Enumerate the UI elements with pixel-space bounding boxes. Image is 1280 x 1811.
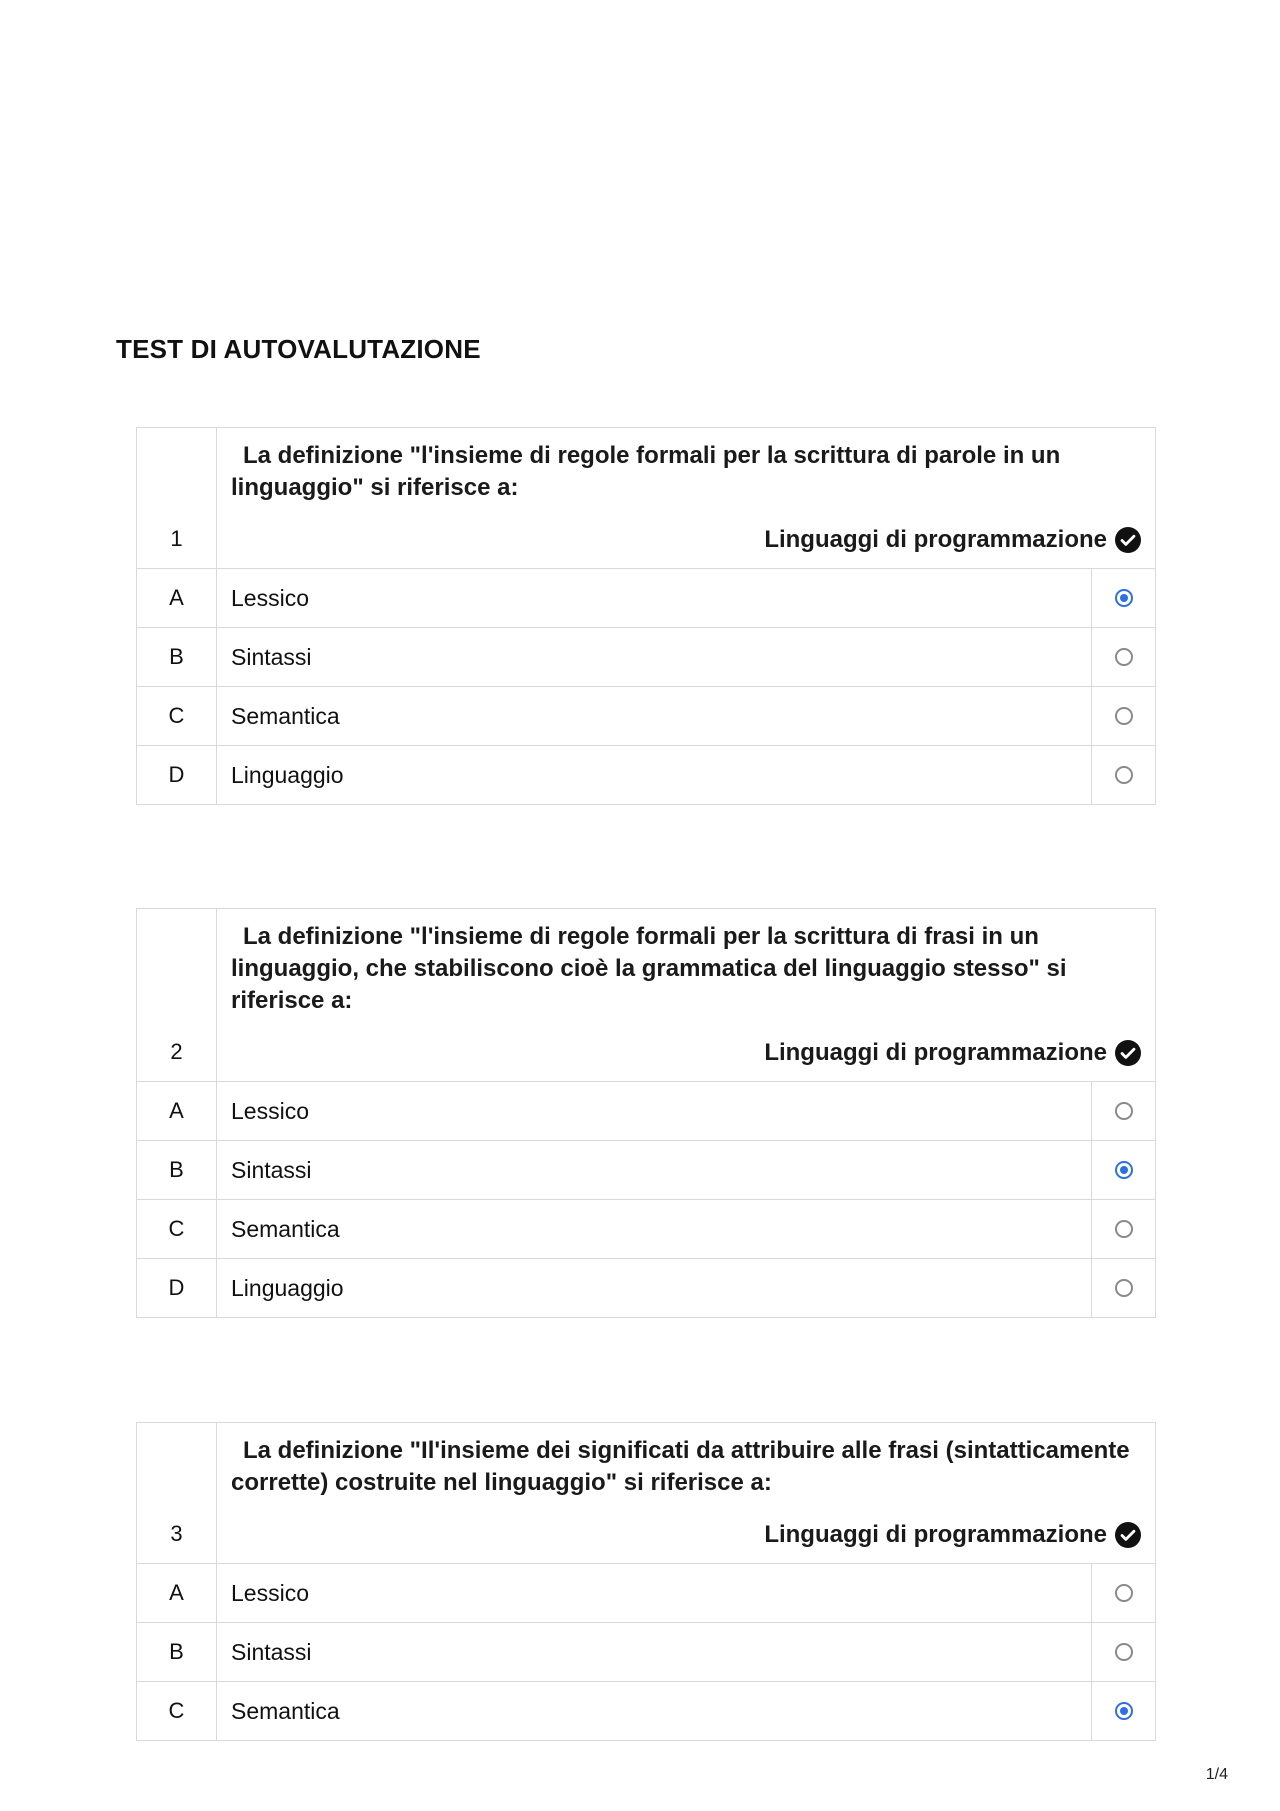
check-circle-icon <box>1115 1522 1141 1548</box>
question-number: 3 <box>137 1423 217 1564</box>
option-radio[interactable] <box>1115 766 1133 784</box>
option-row[interactable] <box>137 628 1156 687</box>
check-circle-icon <box>1115 527 1141 553</box>
check-circle-icon <box>1115 1040 1141 1066</box>
option-radio[interactable] <box>1115 1702 1133 1720</box>
option-letter: D <box>137 746 217 805</box>
option-row[interactable] <box>137 1623 1156 1682</box>
question-number: 2 <box>137 909 217 1082</box>
option-label: Linguaggio <box>217 1259 1092 1318</box>
question-course <box>231 1521 1141 1549</box>
option-label: Semantica <box>217 687 1092 746</box>
option-radio[interactable] <box>1115 1161 1133 1179</box>
option-letter: C <box>137 687 217 746</box>
question-card-3 <box>136 1422 1156 1741</box>
course-label: Linguaggi di programmazione <box>764 1521 1107 1548</box>
option-radio[interactable] <box>1115 1643 1133 1661</box>
question-body <box>217 1423 1156 1564</box>
option-label: Sintassi <box>217 628 1092 687</box>
option-label: Lessico <box>217 1082 1092 1141</box>
question-text: La definizione "l'insieme di regole formali per la scrittura di parole in un linguaggio" si riferisce a: <box>231 442 1061 501</box>
question-course <box>231 526 1141 554</box>
course-label: Linguaggi di programmazione <box>764 526 1107 553</box>
question-header <box>137 428 1156 569</box>
option-letter: D <box>137 1259 217 1318</box>
option-letter: B <box>137 628 217 687</box>
option-radio[interactable] <box>1115 648 1133 666</box>
option-radio[interactable] <box>1115 589 1133 607</box>
course-label: Linguaggi di programmazione <box>764 1039 1107 1066</box>
option-row[interactable] <box>137 569 1156 628</box>
option-radio[interactable] <box>1115 1220 1133 1238</box>
option-radio[interactable] <box>1115 1279 1133 1297</box>
question-body <box>217 909 1156 1082</box>
option-letter: B <box>137 1141 217 1200</box>
option-row[interactable] <box>137 1259 1156 1318</box>
option-row[interactable] <box>137 1200 1156 1259</box>
option-row[interactable] <box>137 1141 1156 1200</box>
question-body <box>217 428 1156 569</box>
question-text: La definizione "Il'insieme dei significati da attribuire alle frasi (sintatticamente corrette) costruite nel linguaggio" si riferisce a: <box>231 1437 1130 1496</box>
option-label: Lessico <box>217 1564 1092 1623</box>
question-card-2 <box>136 908 1156 1318</box>
option-letter: C <box>137 1682 217 1741</box>
question-number: 1 <box>137 428 217 569</box>
option-row[interactable] <box>137 1564 1156 1623</box>
option-label: Sintassi <box>217 1623 1092 1682</box>
page-number: 1/4 <box>1205 1766 1228 1783</box>
option-label: Semantica <box>217 1682 1092 1741</box>
option-radio[interactable] <box>1115 1584 1133 1602</box>
option-label: Semantica <box>217 1200 1092 1259</box>
question-course <box>231 1039 1141 1067</box>
question-header <box>137 1423 1156 1564</box>
question-card-1 <box>136 427 1156 805</box>
option-letter: C <box>137 1200 217 1259</box>
option-letter: B <box>137 1623 217 1682</box>
option-row[interactable] <box>137 1082 1156 1141</box>
option-row[interactable] <box>137 1682 1156 1741</box>
option-radio[interactable] <box>1115 707 1133 725</box>
page-title: TEST DI AUTOVALUTAZIONE <box>116 334 481 364</box>
option-letter: A <box>137 1564 217 1623</box>
option-row[interactable] <box>137 746 1156 805</box>
option-label: Lessico <box>217 569 1092 628</box>
option-letter: A <box>137 1082 217 1141</box>
option-radio[interactable] <box>1115 1102 1133 1120</box>
option-letter: A <box>137 569 217 628</box>
option-label: Linguaggio <box>217 746 1092 805</box>
question-text: La definizione "l'insieme di regole formali per la scrittura di frasi in un linguaggio, che stabiliscono cioè la grammatica del linguaggio stesso" si riferisce a: <box>231 923 1067 1014</box>
option-label: Sintassi <box>217 1141 1092 1200</box>
question-header <box>137 909 1156 1082</box>
option-row[interactable] <box>137 687 1156 746</box>
